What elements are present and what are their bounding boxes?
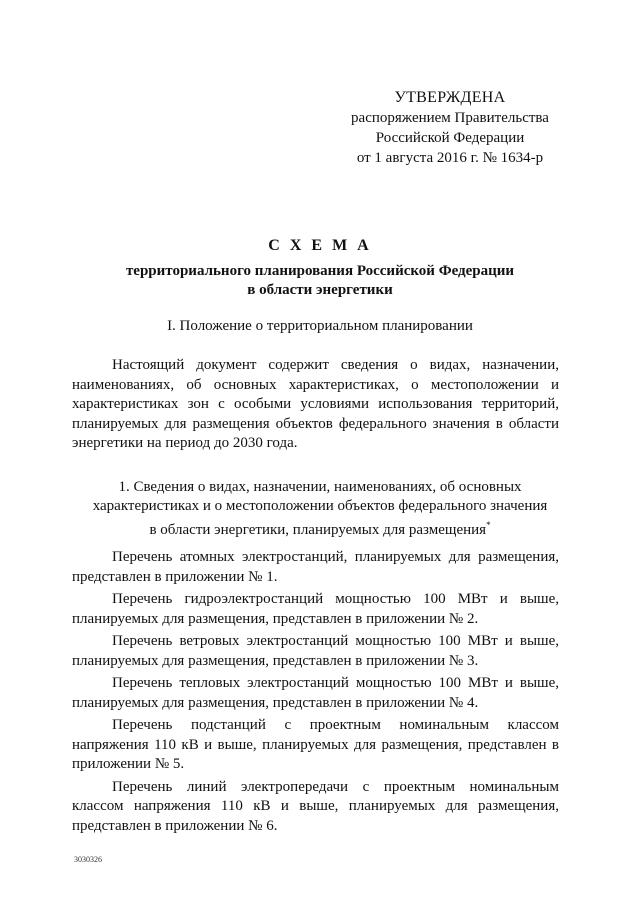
subsection-heading — [80, 478, 560, 540]
scheme-subtitle — [60, 262, 580, 300]
footnote-mark: * — [486, 520, 491, 530]
list-paragraph: Перечень ветровых электростанций мощностью 100 МВт и выше, планируемых для размещения, представлен в приложении № 3. — [72, 633, 559, 669]
intro-paragraph: Настоящий документ содержит сведения о видах, назначении, наименованиях, об основных характеристиках, о местоположении и характеристиках зон с особыми условиями использования территорий, планируемых для размещения объектов федерального значения в области энергетики на период до 2030 года. — [72, 357, 559, 451]
subsection-heading-line-1: 1. Сведения о видах, назначении, наименованиях, об основных — [118, 479, 522, 495]
list-paragraph: Перечень гидроэлектростанций мощностью 100 МВт и выше, планируемых для размещения, представлен в приложении № 2. — [72, 591, 559, 627]
approval-block — [340, 88, 560, 168]
list-paragraph: Перечень тепловых электростанций мощностью 100 МВт и выше, планируемых для размещения, представлен в приложении № 4. — [72, 675, 559, 711]
scheme-subtitle-line-1: территориального планирования Российской Федерации — [125, 263, 515, 279]
subsection-heading-line-3: в области энергетики, планируемых для размещения* — [149, 520, 491, 538]
list-paragraph: Перечень линий электропередачи с проектным номинальным классом напряжения 110 кВ и выше, планируемых для размещения, представлен в приложении № 6. — [72, 778, 559, 834]
document-code: 3030326 — [74, 855, 102, 864]
list-paragraph: Перечень атомных электростанций, планируемых для размещения, представлен в приложении № 1. — [72, 549, 559, 585]
subsection-heading-line-2: характеристиках и о местоположении объектов федерального значения — [92, 498, 548, 514]
scheme-title: С Х Е М А — [268, 237, 372, 254]
appendix-list — [72, 548, 559, 839]
list-paragraph: Перечень подстанций с проектным номинальным классом напряжения 110 кВ и выше, планируемых для размещения, представлен в приложении № 5. — [72, 717, 559, 772]
approval-line-2: Российской Федерации — [375, 130, 525, 146]
approval-line-1: распоряжением Правительства — [351, 110, 549, 126]
approval-title: УТВЕРЖДЕНА — [394, 89, 506, 106]
section-heading: I. Положение о территориальном планировании — [167, 318, 473, 334]
scheme-subtitle-line-2: в области энергетики — [247, 282, 393, 298]
approval-line-3: от 1 августа 2016 г. № 1634-р — [356, 150, 544, 166]
